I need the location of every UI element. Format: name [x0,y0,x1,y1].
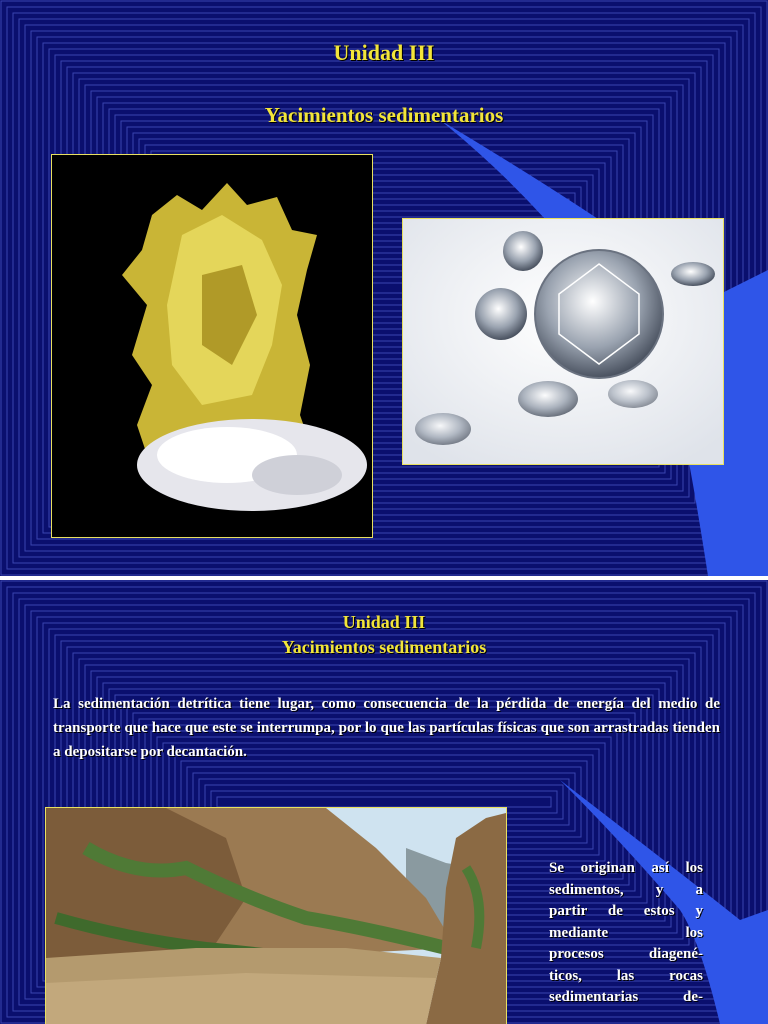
gold-nugget-image [51,154,373,538]
slide-1-subtitle: Yacimientos sedimentarios [264,103,504,127]
diamonds-image [402,218,724,465]
slide-2 [0,580,768,1024]
river-canyon-image [45,807,507,1024]
slide-2-title: Unidad III [342,612,426,632]
side-paragraph: Se originan así los sedimentos, y a partir de estos y mediante los procesos diagené- ticos, las rocas sedimentarias de- [549,860,703,1005]
sedimentation-paragraph: La sedimentación detrítica tiene lugar, como consecuencia de la pérdida de energía del medio de transporte que hace que este se interrumpa, por lo que las partículas físicas que son arrastradas tienden a depositarse por decantación. [53,696,720,760]
slide-1-title: Unidad III [333,40,435,65]
slide-2-subtitle: Yacimientos sedimentarios [281,637,487,657]
